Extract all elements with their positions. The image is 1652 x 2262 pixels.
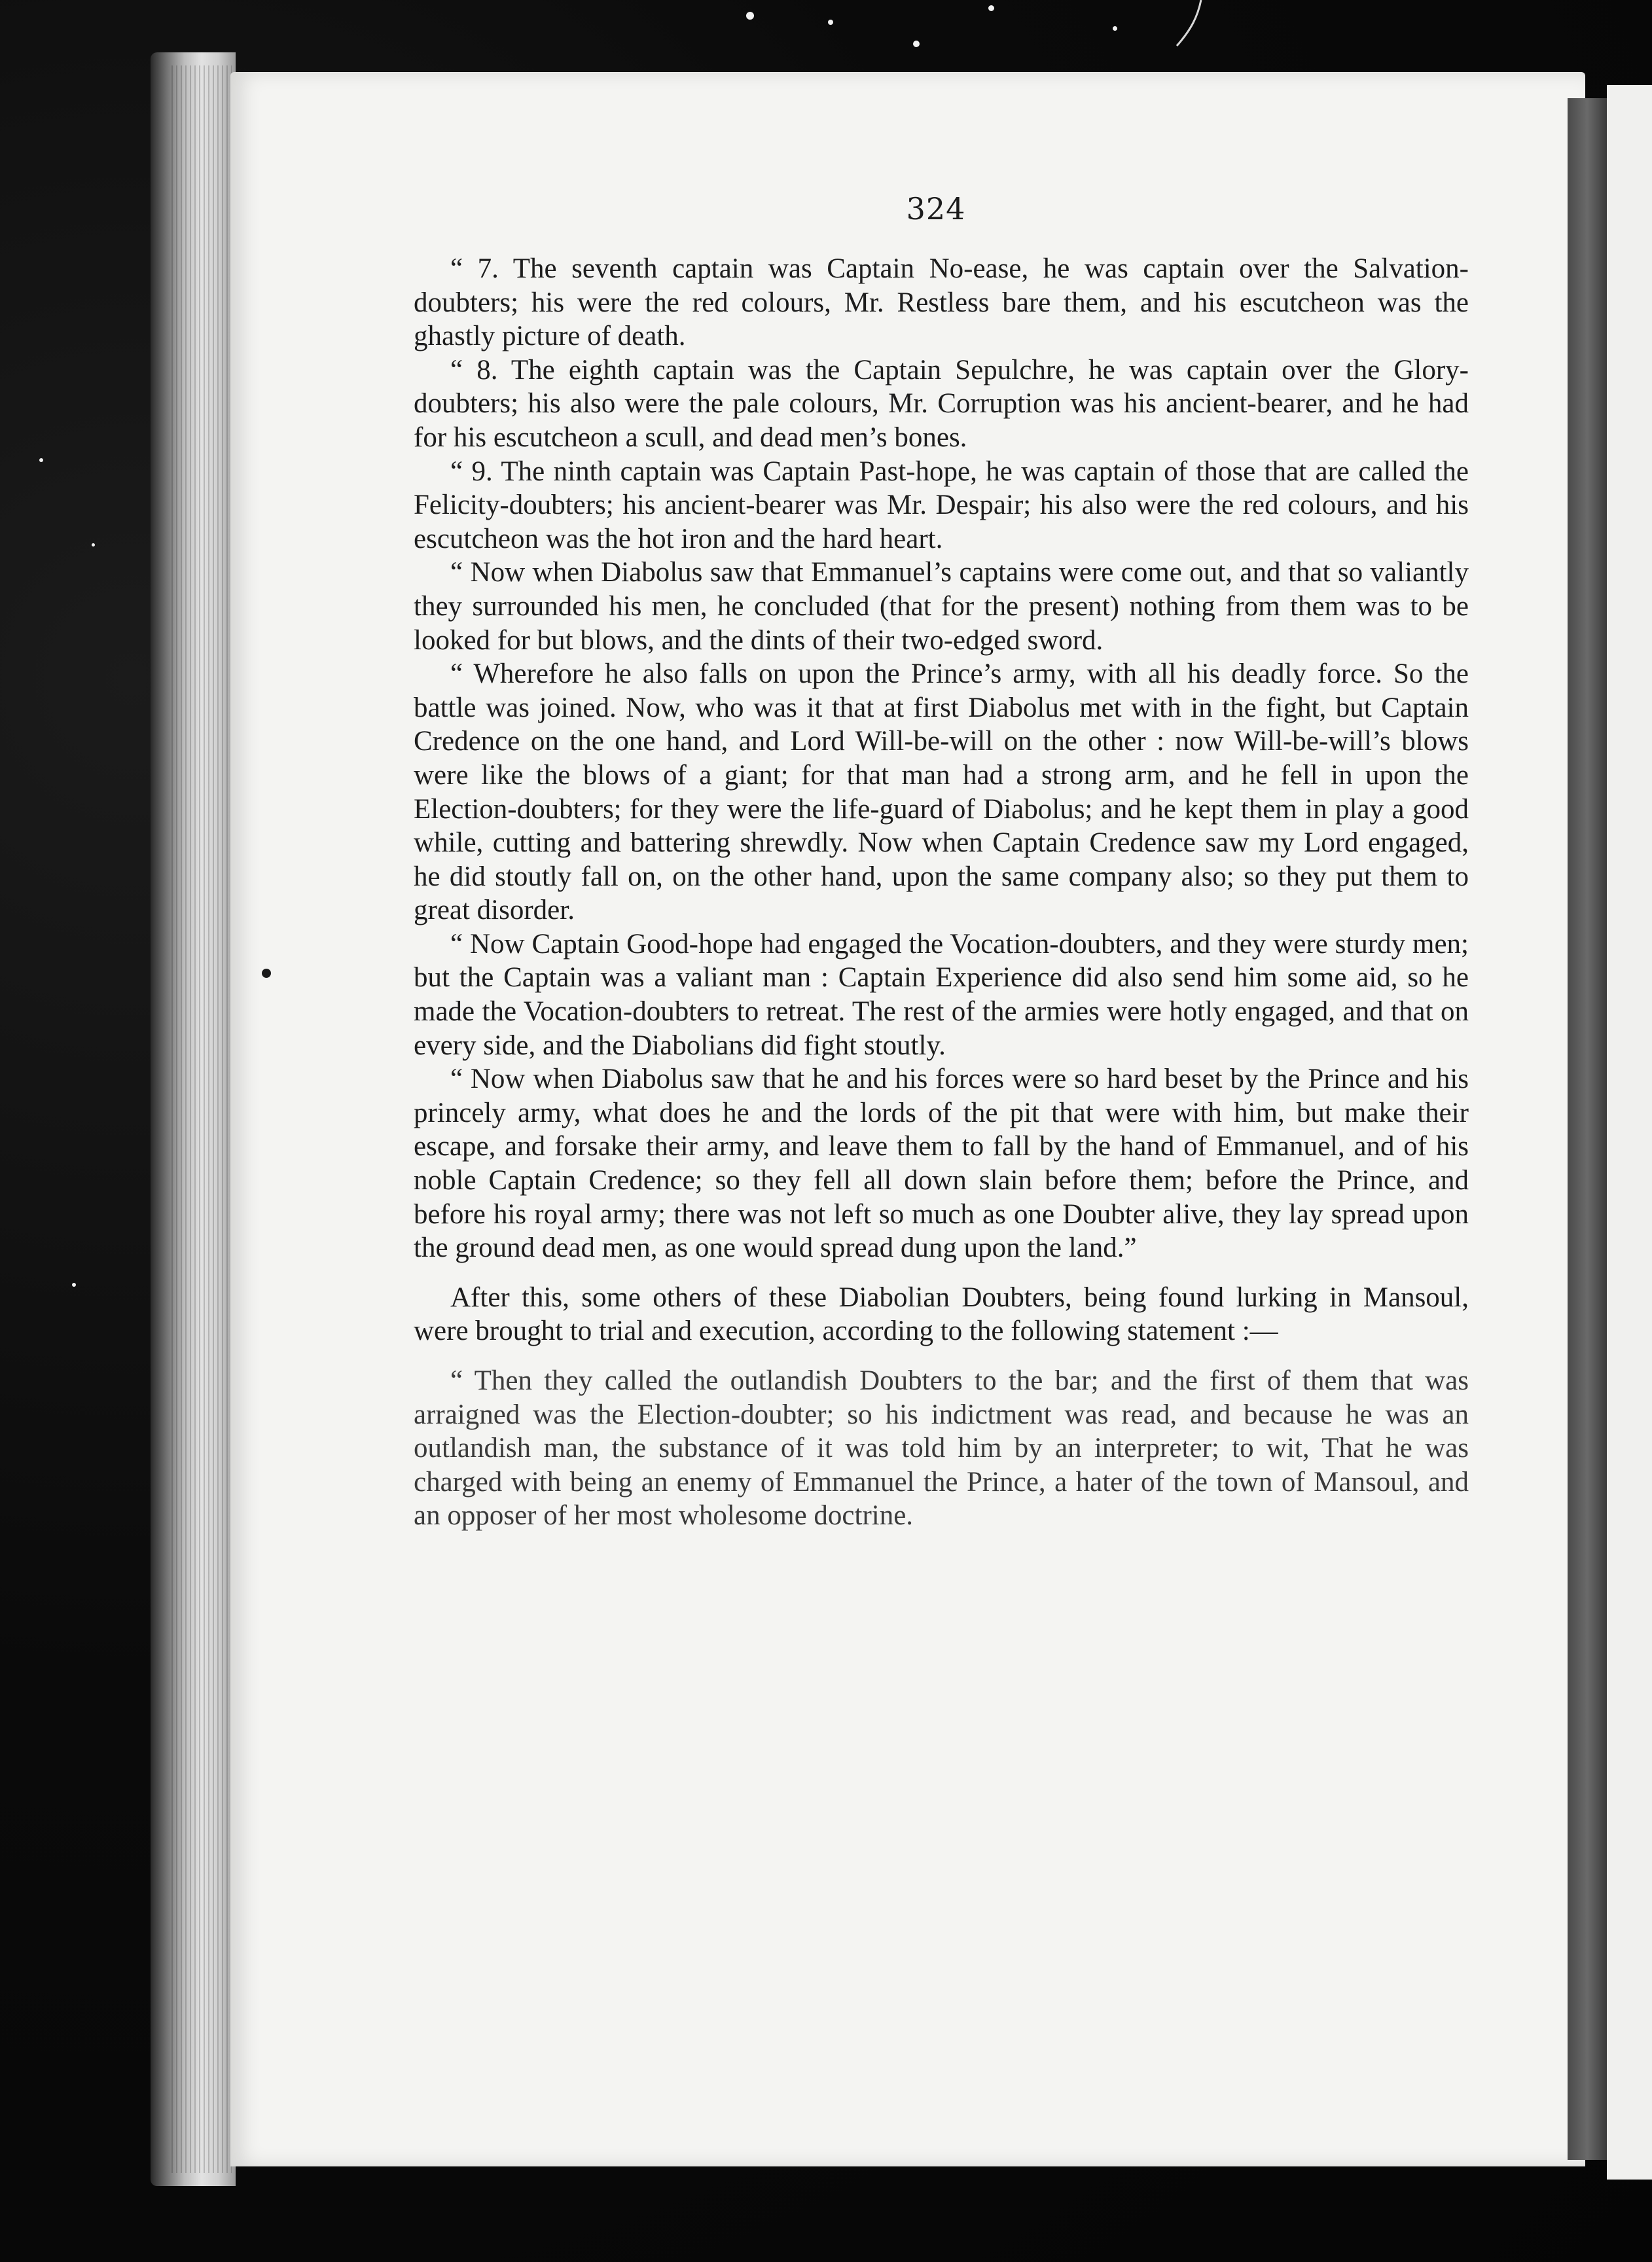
pen-stroke-mark: [1172, 0, 1211, 52]
facing-page-edge: [1607, 85, 1652, 2180]
body-text: [414, 252, 1469, 1533]
paragraph-eighth-captain: “ 8. The eighth captain was the Captain Sepulchre, he was captain over the Glory-doubters; his also were the pale colours, Mr. Corruption was his ancient-bearer, and he had for his escutcheon a scull, and dead men’s bones.: [414, 354, 1469, 453]
dust-speck: [988, 5, 994, 11]
paragraph-diabolus-escape: “ Now when Diabolus saw that he and his forces were so hard beset by the Prince and his princely army, what does he and the lords of the pit that were with him, but make their escape, and forsake their army, and leave them to fall by the hand of Emmanuel, and of his noble Captain Credence; so they fell all down slain before them; before the Prince, and before his royal army; there was not left so much as one Doubter alive, they lay spread upon the ground dead men, as one would spread dung upon the land.”: [414, 1064, 1469, 1264]
paragraph-trial-intro: After this, some others of these Diabolian Doubters, being found lurking in Mansoul, were brought to trial and execution, according to the following statement :—: [414, 1282, 1469, 1347]
paragraph-diabolus-concluded: “ Now when Diabolus saw that Emmanuel’s captains were come out, and that so valiantly they surrounded his men, he concluded (that for the present) nothing from them was to be looked for but blows, and the dints of their two-edged sword.: [414, 557, 1469, 656]
dust-speck: [72, 1283, 76, 1287]
dust-speck: [39, 458, 43, 462]
dust-speck: [828, 20, 833, 25]
paragraph-ninth-captain: “ 9. The ninth captain was Captain Past-hope, he was captain of those that are called the Felicity-doubters; his ancient-bearer was Mr. Despair; his also were the red colours, and his escutcheon was the hot iron and the hard heart.: [414, 456, 1469, 554]
dust-speck: [92, 543, 95, 547]
gutter-shadow: [1568, 98, 1607, 2160]
paragraph-outlandish-doubters: “ Then they called the outlandish Doubters to the bar; and the first of them that was arraigned was the Election-doubter; so his indictment was read, and because he was an outlandish man, the substance of it was told him by an interpreter; to wit, That he was charged with being an enemy of Emmanuel the Prince, a hater of the town of Mansoul, and an opposer of her most wholesome doctrine.: [414, 1365, 1469, 1532]
dust-speck: [1113, 26, 1117, 31]
dust-speck: [913, 41, 920, 47]
paragraph-battle-joined: “ Wherefore he also falls on upon the Prince’s army, with all his deadly force. So the battle was joined. Now, who was it that at first Diabolus met with in the fight, but Captain Credence on the one hand, and Lord Will-be-will on the other : now Will-be-will’s blows were like the blows of a giant; for that man had a strong arm, and he fell in upon the Election-doubters; for they were the life-guard of Diabolus; and he kept them in play a good while, cutting and battering shrewdly. Now when Captain Credence saw my Lord engaged, he did stoutly fall on, on the other hand, upon the same company also; so they put them to great disorder.: [414, 658, 1469, 926]
page-stack: [171, 65, 232, 2173]
dust-speck: [746, 12, 754, 20]
paragraph-seventh-captain: “ 7. The seventh captain was Captain No-ease, he was captain over the Salvation-doubters; his were the red colours, Mr. Restless bare them, and his escutcheon was the ghastly picture of death.: [414, 253, 1469, 352]
paragraph-good-hope: “ Now Captain Good-hope had engaged the Vocation-doubters, and they were sturdy men; but the Captain was a valiant man : Captain Experience did also send him some aid, so he made the Vocation-doubters to retreat. The rest of the armies were hotly engaged, and that on every side, and the Diabolians did fight stoutly.: [414, 928, 1469, 1061]
page-number: 324: [906, 191, 966, 226]
page-blemish: [262, 969, 271, 978]
